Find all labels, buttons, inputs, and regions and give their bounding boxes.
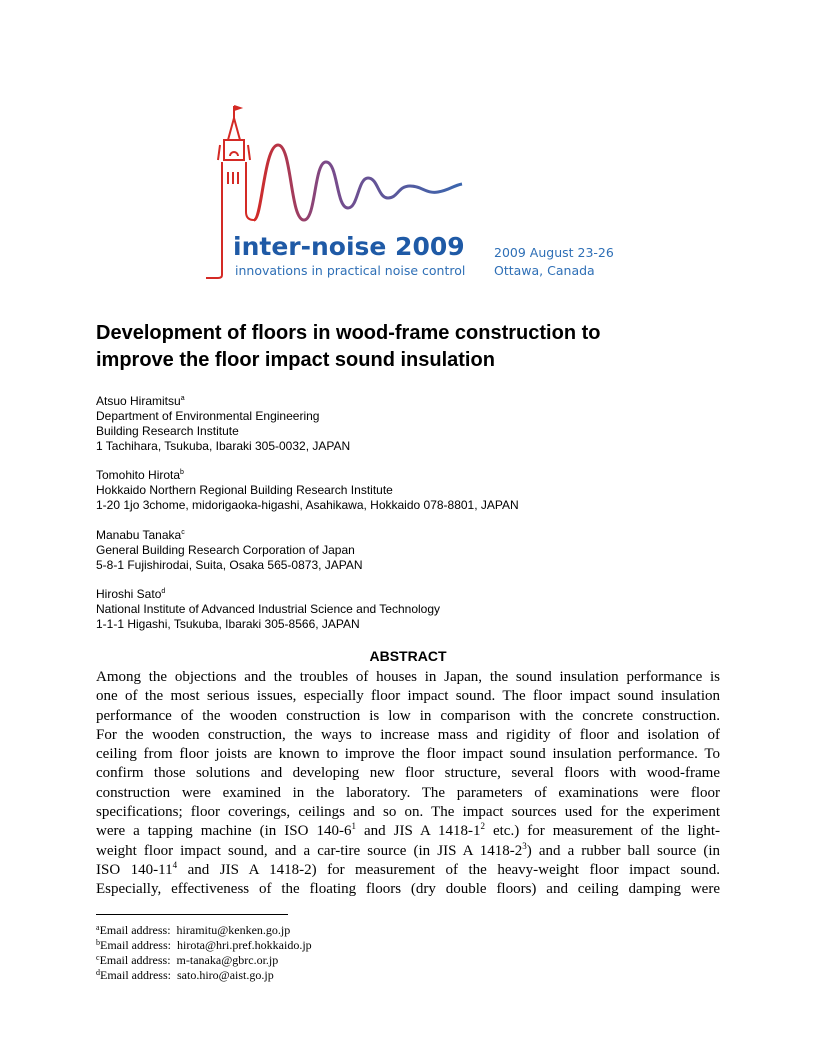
abstract-line: [96, 861, 720, 880]
abstract-heading: ABSTRACT: [369, 648, 447, 664]
author-mark: b: [180, 469, 184, 476]
affiliation-line: Hokkaido Northern Regional Building Research Institute: [96, 483, 393, 497]
abstract-line: Especially, effectiveness of the floating floors (dry double floors) and ceiling damping were: [96, 881, 720, 898]
abstract-line: confirm those solutions and developing new floor structure, several floors with wood-frame: [96, 765, 720, 782]
abstract-line: Among the objections and the troubles of houses in Japan, the sound insulation performance is: [96, 669, 720, 685]
author-name: Hiroshi Sato: [96, 587, 162, 601]
reference-mark: 4: [172, 859, 178, 870]
affiliation-line: 1-20 1jo 3chome, midorigaoka-higashi, Asahikawa, Hokkaido 078-8801, JAPAN: [96, 498, 519, 512]
abstract-line: one of the most serious issues, especially floor impact sound. The floor impact sound insulation: [96, 688, 720, 705]
abstract-line: construction were examined in the laboratory. The parameters of examinations were floor: [96, 784, 720, 801]
abstract-line: [96, 822, 720, 841]
text-run: were a tapping machine (in ISO 140-6: [96, 823, 352, 840]
reference-mark: 1: [351, 821, 356, 832]
footnote-email: hirota@hri.pref.hokkaido.jp: [176, 938, 312, 952]
abstract-line: [96, 842, 720, 861]
sound-wave-graphic: [254, 145, 462, 220]
text-run: and JIS A 1418-1: [355, 823, 481, 840]
author-mark: c: [181, 529, 185, 536]
footnote-email: sato.hiro@aist.go.jp: [176, 968, 274, 982]
abstract-body: [96, 668, 720, 900]
footnote-label: Email address:: [99, 953, 171, 967]
title-line-1: Development of floors in wood-frame construction to: [96, 322, 601, 344]
footnote-email: m-tanaka@gbrc.or.jp: [176, 953, 279, 967]
affiliation-line: 1-1-1 Higashi, Tsukuba, Ibaraki 305-8566, JAPAN: [96, 617, 360, 631]
title-line-2: improve the floor impact sound insulation: [96, 349, 495, 371]
text-run: ) and a rubber ball source (in: [526, 842, 720, 859]
author-block-1: [96, 394, 736, 454]
logo-title: inter-noise 2009: [233, 232, 465, 261]
author-mark: d: [161, 588, 166, 595]
affiliation-line: 5-8-1 Fujishirodai, Suita, Osaka 565-0873, JAPAN: [96, 558, 363, 572]
affiliation-line: Building Research Institute: [96, 424, 239, 438]
reference-mark: 2: [480, 821, 485, 832]
author-name: Tomohito Hirota: [96, 468, 181, 482]
text-run: etc.) for measurement of the light-: [484, 823, 720, 840]
text-run: and JIS A 1418-2) for measurement of the heavy-weight floor impact sound.: [177, 861, 720, 878]
affiliation-line: General Building Research Corporation of Japan: [96, 543, 355, 557]
affiliation-line: 1 Tachihara, Tsukuba, Ibaraki 305-0032, JAPAN: [96, 439, 351, 453]
author-block-3: [96, 528, 736, 573]
text-run: ISO 140-11: [96, 861, 173, 878]
affiliation-line: National Institute of Advanced Industrial Science and Technology: [96, 602, 441, 616]
author-block-2: [96, 468, 736, 513]
abstract-line: performance of the wooden construction is low in comparison with the concrete construction.: [96, 707, 720, 724]
abstract-line: specifications; floor coverings, ceilings and so on. The impact sources used for the experiment: [96, 804, 720, 821]
reference-mark: 3: [522, 840, 527, 851]
footnote-email: hiramitu@kenken.go.jp: [176, 923, 291, 937]
author-mark: a: [180, 395, 185, 402]
author-name: Manabu Tanaka: [96, 528, 182, 542]
footnote-label: Email address:: [100, 968, 171, 982]
author-block-4: [96, 587, 736, 632]
footnote-mark: b: [96, 938, 100, 947]
conference-location: Ottawa, Canada: [494, 263, 595, 278]
conference-date: 2009 August 23-26: [494, 245, 614, 260]
footnote-divider: [96, 914, 288, 915]
abstract-line: ceiling from floor joists are known to improve the floor impact sound insulation performance. To: [96, 746, 720, 763]
footnote-a: [96, 923, 290, 938]
author-name: Atsuo Hiramitsu: [96, 394, 181, 408]
footnote-label: Email address:: [100, 938, 171, 952]
logo-tagline: innovations in practical noise control: [235, 263, 466, 278]
footnote-b: [96, 938, 312, 953]
abstract-line: For the wooden construction, the ways to increase mass and rigidity of floor and isolation of: [96, 726, 720, 743]
footnote-label: Email address:: [99, 923, 171, 937]
footnote-d: [96, 968, 274, 983]
paper-title: [96, 320, 736, 374]
footnote-mark: a: [96, 923, 100, 932]
text-run: weight floor impact sound, and a car-tire source (in JIS A 1418-2: [96, 842, 523, 859]
footnote-mark: c: [96, 953, 100, 962]
affiliation-line: Department of Environmental Engineering: [96, 409, 320, 423]
footnote-mark: d: [96, 968, 100, 977]
footnote-c: [96, 953, 278, 968]
